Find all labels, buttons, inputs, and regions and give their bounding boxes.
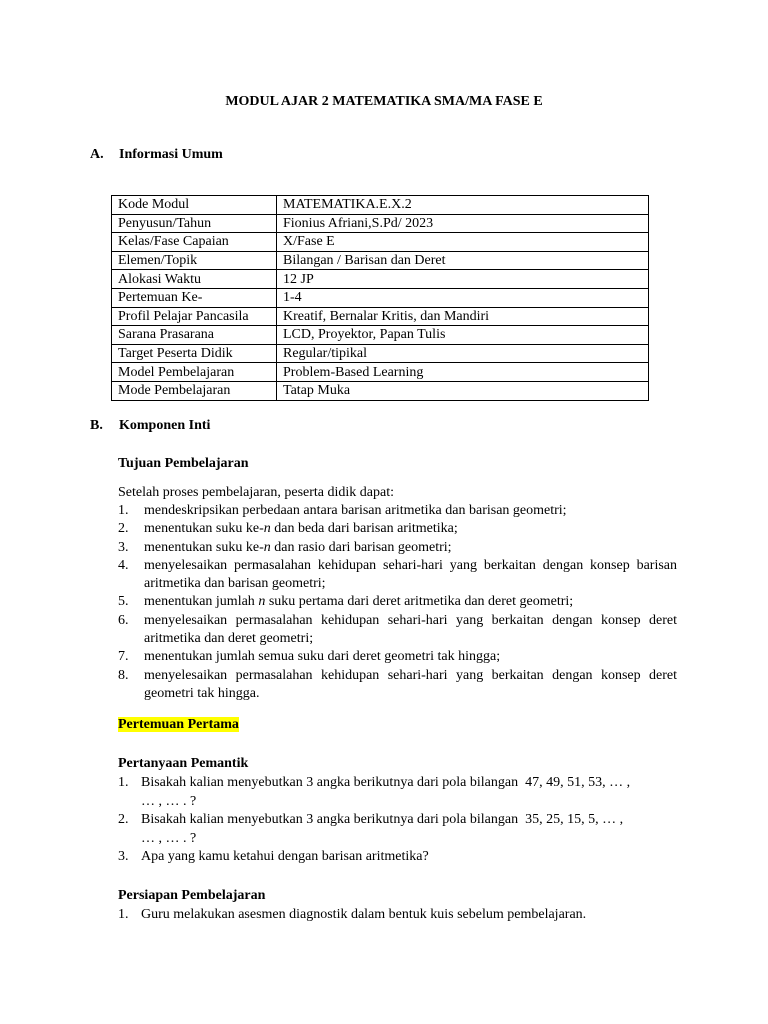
info-table — [111, 195, 649, 401]
list-text: menyelesaikan permasalahan kehidupan sehari-hari yang berkaitan dengan konsep barisan aritmetika dan barisan geometri; — [144, 557, 677, 592]
pemantik-item — [118, 848, 677, 867]
persiapan-heading: Persiapan Pembelajaran — [118, 888, 266, 903]
info-row — [112, 363, 649, 382]
list-text: menentukan suku ke-n dan beda dari barisan aritmetika; — [144, 521, 458, 537]
list-text: mendeskripsikan perbedaan antara barisan aritmetika dan barisan geometri; — [144, 503, 567, 518]
info-key: Kelas/Fase Capaian — [112, 233, 277, 252]
info-key: Target Peserta Didik — [112, 344, 277, 363]
section-b-heading — [90, 418, 210, 434]
tujuan-item — [118, 502, 677, 520]
list-number: 2. — [118, 812, 129, 827]
info-row — [112, 214, 649, 233]
info-row — [112, 233, 649, 252]
info-value: MATEMATIKA.E.X.2 — [277, 196, 649, 215]
section-b-letter: B. — [90, 418, 103, 433]
list-number: 3. — [118, 849, 129, 864]
info-value: 12 JP — [277, 270, 649, 289]
pemantik-item — [118, 774, 677, 811]
list-text: menentukan jumlah n suku pertama dari deret aritmetika dan deret geometri; — [144, 594, 574, 610]
info-key: Profil Pelajar Pancasila — [112, 307, 277, 326]
pertemuan-highlight: Pertemuan Pertama — [118, 717, 239, 732]
info-value: 1-4 — [277, 288, 649, 307]
tujuan-item — [118, 539, 677, 557]
info-row — [112, 196, 649, 215]
tujuan-item — [118, 520, 677, 538]
info-key: Kode Modul — [112, 196, 277, 215]
list-number: 6. — [118, 612, 129, 628]
tujuan-heading: Tujuan Pembelajaran — [118, 456, 249, 471]
section-b-title: Komponen Inti — [119, 418, 211, 433]
list-number: 5. — [118, 594, 129, 610]
list-text: Guru melakukan asesmen diagnostik dalam bentuk kuis sebelum pembelajaran. — [141, 907, 587, 922]
info-key: Alokasi Waktu — [112, 270, 277, 289]
info-value: Fionius Afriani,S.Pd/ 2023 — [277, 214, 649, 233]
list-text: menyelesaikan permasalahan kehidupan sehari-hari yang berkaitan dengan konsep deret aritmetika dan deret geometri; — [144, 612, 677, 647]
info-key: Penyusun/Tahun — [112, 214, 277, 233]
list-number: 2. — [118, 521, 129, 537]
document-title: MODUL AJAR 2 MATEMATIKA SMA/MA FASE E — [225, 94, 543, 109]
pemantik-item — [118, 811, 677, 848]
persiapan-item — [118, 906, 677, 925]
tujuan-item — [118, 593, 677, 611]
info-row — [112, 344, 649, 363]
list-number: 7. — [118, 649, 129, 665]
info-key: Model Pembelajaran — [112, 363, 277, 382]
info-value: Tatap Muka — [277, 381, 649, 400]
info-row — [112, 381, 649, 400]
info-row — [112, 307, 649, 326]
list-text: menyelesaikan permasalahan kehidupan sehari-hari yang berkaitan dengan konsep deret geometri tak hingga. — [144, 667, 677, 701]
tujuan-item — [118, 557, 677, 594]
list-text: Bisakah kalian menyebutkan 3 angka berikutnya dari pola bilangan 47, 49, 51, 53, … , … , … . ? — [141, 775, 631, 809]
list-number: 1. — [118, 907, 129, 922]
persiapan-list — [118, 906, 677, 925]
info-value: X/Fase E — [277, 233, 649, 252]
section-a-heading — [90, 147, 223, 163]
list-number: 1. — [118, 775, 129, 790]
tujuan-intro: Setelah proses pembelajaran, peserta didik dapat: — [118, 485, 395, 500]
tujuan-item — [118, 667, 677, 704]
info-value: LCD, Proyektor, Papan Tulis — [277, 326, 649, 345]
list-number: 1. — [118, 503, 129, 518]
list-text: menentukan jumlah semua suku dari deret geometri tak hingga; — [144, 649, 501, 665]
info-row — [112, 251, 649, 270]
list-number: 8. — [118, 667, 129, 683]
info-key: Mode Pembelajaran — [112, 381, 277, 400]
section-a-title: Informasi Umum — [119, 147, 223, 162]
info-key: Sarana Prasarana — [112, 326, 277, 345]
info-row — [112, 288, 649, 307]
tujuan-item — [118, 648, 677, 666]
list-text: menentukan suku ke-n dan rasio dari barisan geometri; — [144, 539, 452, 555]
info-row — [112, 270, 649, 289]
info-value: Kreatif, Bernalar Kritis, dan Mandiri — [277, 307, 649, 326]
info-value: Problem-Based Learning — [277, 363, 649, 382]
list-text: Apa yang kamu ketahui dengan barisan aritmetika? — [141, 849, 429, 864]
tujuan-item — [118, 612, 677, 649]
section-a-letter: A. — [90, 147, 104, 162]
pertemuan-heading — [118, 717, 239, 733]
pemantik-heading: Pertanyaan Pemantik — [118, 756, 249, 771]
pemantik-list — [118, 774, 677, 867]
info-value: Bilangan / Barisan dan Deret — [277, 251, 649, 270]
list-number: 4. — [118, 557, 129, 573]
list-number: 3. — [118, 539, 129, 555]
info-value: Regular/tipikal — [277, 344, 649, 363]
info-key: Elemen/Topik — [112, 251, 277, 270]
tujuan-list — [118, 502, 677, 703]
list-text: Bisakah kalian menyebutkan 3 angka berikutnya dari pola bilangan 35, 25, 15, 5, … , … , … . ? — [141, 812, 624, 846]
info-row — [112, 326, 649, 345]
info-key: Pertemuan Ke- — [112, 288, 277, 307]
